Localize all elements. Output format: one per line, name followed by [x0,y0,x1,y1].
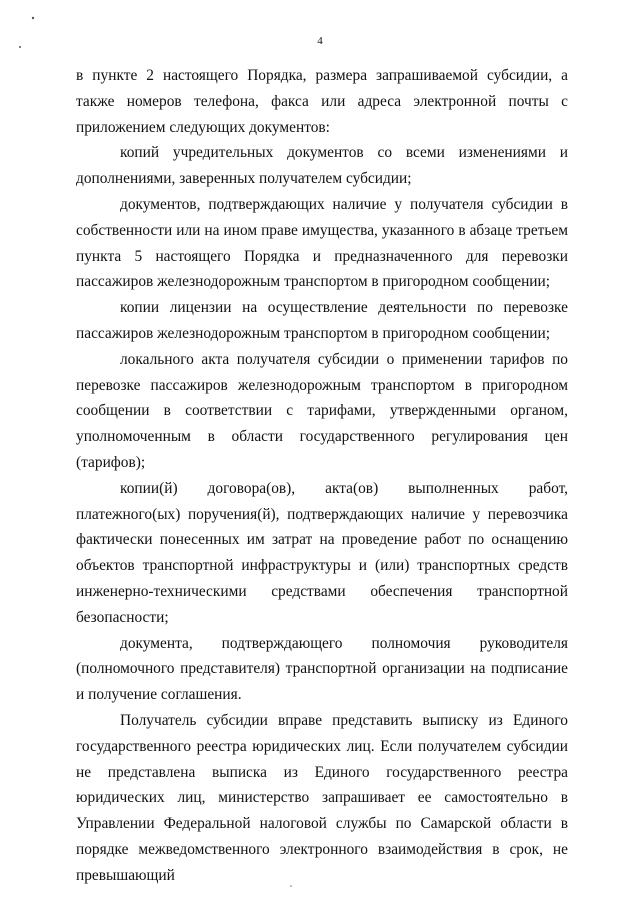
paragraph-founding-documents: копий учредительных документов со всеми изменениями и дополнениями, заверенных получателем субсидии; [76,144,568,188]
document-body [76,63,568,889]
page-number: 4 [317,35,323,47]
paragraph-license-copy: копии лицензии на осуществление деятельности по перевозке пассажиров железнодорожным транспортом в пригородном сообщении; [76,299,568,342]
paragraph-property-documents: документов, подтверждающих наличие у получателя субсидии в собственности или на ином праве имущества, указанного в абзаце третьем пункта 5 настоящего Порядка и предназначенного для перевозки пассажиров железнодорожным транспортом в пригородном сообщении; [76,195,568,291]
paragraph-registry-extract: Получатель субсидии вправе представить выписку из Единого государственного реестра юридических лиц. Если получателем субсидии не представлена выписка из Единого государственного реестра юридических лиц, министерство запрашивает ее самостоятельно в Управлении Федеральной налоговой службы по Самарской области в порядке межведомственного электронного взаимодействия в срок, не превышающий [76,711,568,884]
paragraph-tariff-act: локального акта получателя субсидии о применении тарифов по перевозке пассажиров железнодорожным транспортом в пригородном сообщении в соответствии с тарифами, утвержденными органом, уполномоченным в области государственного регулирования цен (тарифов); [76,350,568,471]
paragraph-authority-document: документа, подтверждающего полномочия руководителя (полномочного представителя) транспортной организации на подписание и получение соглашения. [76,634,568,704]
paragraph-contracts-copies: копии(й) договора(ов), акта(ов) выполненных работ, платежного(ых) поручения(й), подтверждающих наличие у перевозчика фактически понесенных им затрат на проведение работ по оснащению объектов транспортной инфраструктуры и (или) транспортных средств инженерно-техническими средствами обеспечения транспортной безопасности; [76,479,568,626]
scan-speck [32,17,34,19]
paragraph-intro-continuation: в пункте 2 настоящего Порядка, размера запрашиваемой субсидии, а также номеров телефона, факса или адреса электронной почты с приложением следующих документов: [76,67,568,136]
